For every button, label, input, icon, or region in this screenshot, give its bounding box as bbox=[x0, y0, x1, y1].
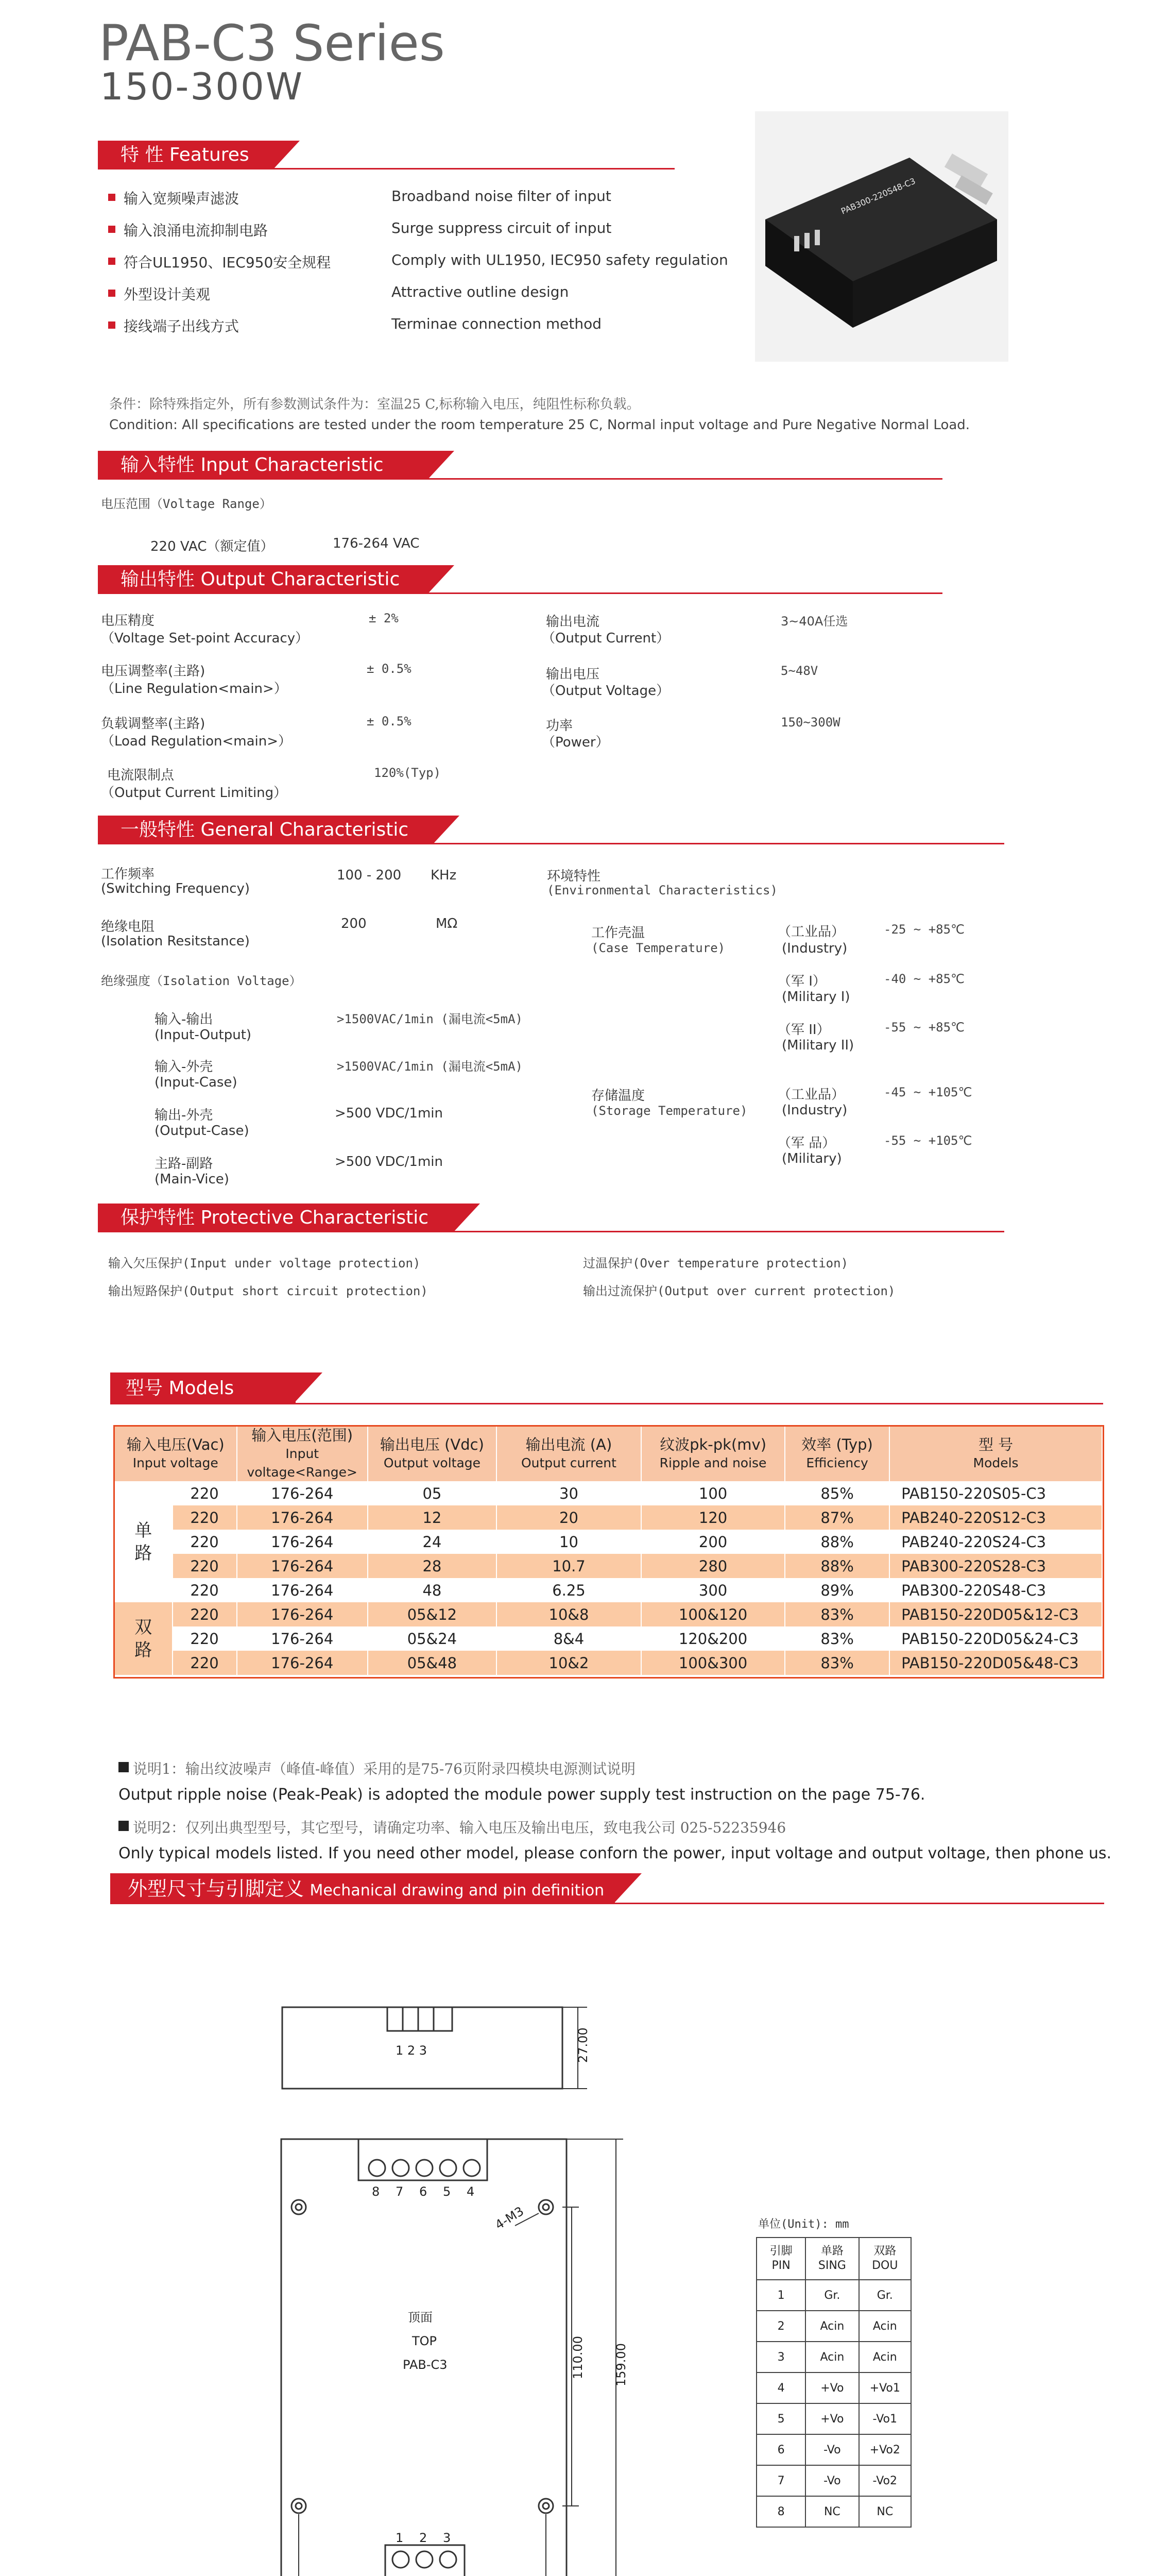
output-current-cell: 20 bbox=[496, 1505, 641, 1530]
dim-27: 27.00 bbox=[576, 2027, 590, 2063]
output-voltage-cell: 05&24 bbox=[368, 1626, 496, 1651]
spec-en: （Power） bbox=[542, 735, 609, 750]
output-current-cell: 10.7 bbox=[496, 1554, 641, 1578]
single-def: +Vo bbox=[805, 2372, 859, 2403]
center-cn: 顶面 bbox=[408, 2310, 433, 2325]
efficiency-cell: 88% bbox=[785, 1530, 889, 1554]
res-unit: MΩ bbox=[436, 916, 458, 931]
single-def: Gr. bbox=[805, 2280, 859, 2311]
single-def: +Vo bbox=[805, 2403, 859, 2434]
grade-en: (Industry) bbox=[782, 1103, 848, 1118]
top-pin-7: 7 bbox=[396, 2184, 404, 2199]
pin-header-row bbox=[757, 2238, 911, 2280]
spec-en: （Line Regulation<main>） bbox=[101, 681, 287, 697]
spec-cn: 功率 bbox=[546, 718, 573, 734]
input-voltage-cell: 220 bbox=[173, 1626, 237, 1651]
mechanical-heading-cn: 外型尺寸与引脚定义 bbox=[128, 1877, 304, 1900]
pin-number: 3 bbox=[757, 2342, 805, 2372]
ripple-cell: 100&300 bbox=[641, 1651, 785, 1675]
pin-number: 5 bbox=[757, 2403, 805, 2434]
res-value: 200 bbox=[341, 916, 367, 931]
grade-en: (Military) bbox=[782, 1151, 842, 1166]
spec-en: （Load Regulation<main>） bbox=[101, 734, 292, 749]
single-col: 单路 SING bbox=[805, 2238, 859, 2280]
freq-en: (Switching Frequency) bbox=[101, 881, 250, 896]
center-model: PAB-C3 bbox=[403, 2358, 448, 2372]
case-temp-en: (Case Temperature) bbox=[591, 941, 726, 955]
spec-en: （Output Current Limiting） bbox=[101, 785, 287, 801]
input-voltage-cell: 220 bbox=[173, 1530, 237, 1554]
dual-def: NC bbox=[859, 2496, 911, 2527]
side-pin-labels: 1 2 3 bbox=[396, 2043, 427, 2058]
input-voltage-cell: 220 bbox=[173, 1651, 237, 1675]
efficiency-cell: 83% bbox=[785, 1626, 889, 1651]
dual-col: 双路 DOU bbox=[859, 2238, 911, 2280]
feature-en: Terminae connection method bbox=[391, 315, 602, 332]
unit-label: 单位(Unit): mm bbox=[758, 2218, 849, 2231]
spec-value: ± 0.5% bbox=[367, 662, 411, 676]
spec-en: （Output Voltage） bbox=[542, 683, 670, 699]
grade-value: -55 ~ +85℃ bbox=[884, 1020, 965, 1035]
iso-cn: 输入-外壳 bbox=[155, 1059, 213, 1075]
spec-cn: 负载调整率(主路) bbox=[101, 716, 205, 732]
iso-value: >500 VDC/1min bbox=[335, 1106, 443, 1121]
input-voltage-cell: 220 bbox=[173, 1554, 237, 1578]
dual-def: Acin bbox=[859, 2311, 911, 2342]
input-voltage-cell: 220 bbox=[173, 1602, 237, 1626]
single-def: -Vo bbox=[805, 2434, 859, 2465]
feature-cn: 接线端子出线方式 bbox=[124, 318, 239, 335]
feature-en: Surge suppress circuit of input bbox=[391, 219, 612, 236]
condition-en: Condition: All specifications are tested under the room temperature 25 C, Normal input voltage and Pure Negative Normal Load. bbox=[109, 417, 970, 433]
feature-en: Attractive outline design bbox=[391, 283, 569, 300]
dual-def: -Vo2 bbox=[859, 2465, 911, 2496]
output-current-cell: 8&4 bbox=[496, 1626, 641, 1651]
center-en: TOP bbox=[412, 2334, 437, 2348]
col-input-voltage: 输入电压(Vac) Input voltage bbox=[115, 1427, 237, 1481]
input-range-cell: 176-264 bbox=[237, 1578, 368, 1602]
page-subtitle: 150-300W bbox=[100, 65, 304, 108]
output-current-cell: 10&2 bbox=[496, 1651, 641, 1675]
grade-en: (Industry) bbox=[782, 941, 848, 956]
single-def: Acin bbox=[805, 2342, 859, 2372]
grade-cn: （工业品） bbox=[778, 1087, 845, 1103]
general-heading: 一般特性 General Characteristic bbox=[98, 816, 1004, 844]
efficiency-cell: 83% bbox=[785, 1651, 889, 1675]
iso-cn: 输出-外壳 bbox=[155, 1108, 213, 1123]
res-cn: 绝缘电阻 bbox=[101, 919, 155, 935]
isolation-strength-label: 绝缘强度（Isolation Voltage） bbox=[101, 974, 302, 988]
output-voltage-cell: 05 bbox=[368, 1481, 496, 1505]
ripple-cell: 120 bbox=[641, 1505, 785, 1530]
protection-item: 输出过流保护(Output over current protection) bbox=[583, 1284, 896, 1298]
input-range-cell: 176-264 bbox=[237, 1481, 368, 1505]
pin-row bbox=[757, 2311, 911, 2342]
pin-table bbox=[756, 2237, 912, 2528]
model-cell: PAB300-220S28-C3 bbox=[889, 1554, 1102, 1578]
note-1-en: Output ripple noise (Peak-Peak) is adopted the module power supply test instruction on the page 75-76. bbox=[118, 1786, 925, 1804]
dual-def: Gr. bbox=[859, 2280, 911, 2311]
pin-col: 引脚 PIN bbox=[757, 2238, 805, 2280]
pin-number: 4 bbox=[757, 2372, 805, 2403]
single-def: NC bbox=[805, 2496, 859, 2527]
pin-row bbox=[757, 2403, 911, 2434]
pin-row bbox=[757, 2434, 911, 2465]
model-cell: PAB300-220S48-C3 bbox=[889, 1578, 1102, 1602]
grade-value: -45 ~ +105℃ bbox=[884, 1085, 972, 1099]
pin-number: 6 bbox=[757, 2434, 805, 2465]
grade-cn: （军 品） bbox=[778, 1136, 836, 1151]
dual-def: -Vo1 bbox=[859, 2403, 911, 2434]
dual-def: Acin bbox=[859, 2342, 911, 2372]
spec-cn: 输出电流 bbox=[546, 614, 600, 630]
note-2-en: Only typical models listed. If you need other model, please conforn the power, input voltage and output voltage, then phone us. bbox=[118, 1844, 1112, 1862]
spec-value: 120%(Typ) bbox=[374, 766, 441, 780]
ripple-cell: 300 bbox=[641, 1578, 785, 1602]
input-range-cell: 176-264 bbox=[237, 1602, 368, 1626]
pin-number: 1 bbox=[757, 2280, 805, 2311]
bottom-pin-1: 1 bbox=[396, 2531, 404, 2545]
group-single: 单 路 bbox=[115, 1481, 173, 1602]
spec-en: （Voltage Set-point Accuracy） bbox=[101, 631, 309, 646]
efficiency-cell: 83% bbox=[785, 1602, 889, 1626]
ripple-cell: 100&120 bbox=[641, 1602, 785, 1626]
protective-heading: 保护特性 Protective Characteristic bbox=[98, 1204, 1004, 1232]
mechanical-heading-en: Mechanical drawing and pin definition bbox=[310, 1882, 605, 1900]
ripple-cell: 120&200 bbox=[641, 1626, 785, 1651]
protection-item: 过温保护(Over temperature protection) bbox=[583, 1256, 849, 1270]
model-cell: PAB150-220S05-C3 bbox=[889, 1481, 1102, 1505]
model-cell: PAB150-220D05&12-C3 bbox=[889, 1602, 1102, 1626]
iso-value: >1500VAC/1min (漏电流<5mA) bbox=[337, 1012, 523, 1026]
spec-value: 5~48V bbox=[781, 664, 818, 678]
top-pin-5: 5 bbox=[443, 2184, 451, 2199]
ripple-cell: 200 bbox=[641, 1530, 785, 1554]
input-voltage-cell: 220 bbox=[173, 1578, 237, 1602]
output-voltage-cell: 24 bbox=[368, 1530, 496, 1554]
protection-item: 输入欠压保护(Input under voltage protection) bbox=[108, 1256, 421, 1270]
single-def: -Vo bbox=[805, 2465, 859, 2496]
input-heading: 输入特性 Input Characteristic bbox=[98, 451, 942, 480]
input-range-cell: 176-264 bbox=[237, 1626, 368, 1651]
grade-cn: （工业品） bbox=[778, 924, 845, 940]
input-voltage-cell: 220 bbox=[173, 1505, 237, 1530]
voltage-range-label: 电压范围（Voltage Range） bbox=[101, 497, 272, 511]
note-1-cn: 说明1：输出纹波噪声（峰值-峰值）采用的是75-76页附录四模块电源测试说明 bbox=[133, 1760, 636, 1777]
feature-en: Comply with UL1950, IEC950 safety regulation bbox=[391, 251, 728, 268]
input-range-cell: 176-264 bbox=[237, 1505, 368, 1530]
efficiency-cell: 89% bbox=[785, 1578, 889, 1602]
iso-en: (Input-Case) bbox=[155, 1075, 237, 1090]
model-cell: PAB240-220S24-C3 bbox=[889, 1530, 1102, 1554]
feature-en: Broadband noise filter of input bbox=[391, 188, 611, 205]
freq-unit: KHz bbox=[431, 868, 457, 883]
ripple-cell: 280 bbox=[641, 1554, 785, 1578]
output-current-cell: 10 bbox=[496, 1530, 641, 1554]
efficiency-cell: 88% bbox=[785, 1554, 889, 1578]
dim-110: 110.00 bbox=[571, 2336, 585, 2379]
input-range-cell: 176-264 bbox=[237, 1554, 368, 1578]
dim-159: 159.00 bbox=[614, 2343, 628, 2386]
single-def: Acin bbox=[805, 2311, 859, 2342]
col-models: 型 号 Models bbox=[889, 1427, 1102, 1481]
spec-cn: 电压精度 bbox=[101, 613, 155, 629]
iso-cn: 输入-输出 bbox=[155, 1012, 213, 1027]
env-en: (Environmental Characteristics) bbox=[547, 883, 778, 897]
grade-value: -40 ~ +85℃ bbox=[884, 972, 965, 986]
case-temp-cn: 工作壳温 bbox=[591, 925, 645, 941]
model-cell: PAB150-220D05&48-C3 bbox=[889, 1651, 1102, 1675]
efficiency-cell: 85% bbox=[785, 1481, 889, 1505]
top-pin-8: 8 bbox=[372, 2184, 380, 2199]
grade-cn: （军 I） bbox=[778, 974, 826, 989]
bottom-pin-2: 2 bbox=[419, 2531, 427, 2545]
grade-cn: （军 II） bbox=[778, 1022, 830, 1038]
storage-temp-en: (Storage Temperature) bbox=[591, 1104, 748, 1118]
output-current-cell: 10&8 bbox=[496, 1602, 641, 1626]
input-range-cell: 176-264 bbox=[237, 1651, 368, 1675]
feature-cn: 输入宽频噪声滤波 bbox=[124, 190, 239, 207]
spec-cn: 输出电压 bbox=[546, 667, 600, 682]
dual-def: +Vo2 bbox=[859, 2434, 911, 2465]
output-current-cell: 30 bbox=[496, 1481, 641, 1505]
protection-item: 输出短路保护(Output short circuit protection) bbox=[108, 1284, 428, 1298]
ripple-cell: 100 bbox=[641, 1481, 785, 1505]
feature-cn: 外型设计美观 bbox=[124, 286, 211, 303]
freq-value: 100 - 200 bbox=[337, 868, 402, 883]
iso-value: >1500VAC/1min (漏电流<5mA) bbox=[337, 1059, 523, 1074]
dual-def: +Vo1 bbox=[859, 2372, 911, 2403]
page-title: PAB-C3 Series bbox=[99, 14, 445, 72]
models-heading: 型号 Models bbox=[110, 1372, 1103, 1404]
spec-value: 3~40A任选 bbox=[781, 614, 848, 629]
spec-value: ± 2% bbox=[369, 611, 399, 625]
pin-number: 7 bbox=[757, 2465, 805, 2496]
pin-row bbox=[757, 2342, 911, 2372]
iso-en: (Main-Vice) bbox=[155, 1172, 229, 1187]
pin-number: 2 bbox=[757, 2311, 805, 2342]
pin-number: 8 bbox=[757, 2496, 805, 2527]
feature-cn: 符合UL1950、IEC950安全规程 bbox=[124, 254, 331, 271]
bottom-pin-3: 3 bbox=[443, 2531, 451, 2545]
group-dual: 双 路 bbox=[115, 1602, 173, 1675]
iso-en: (Input-Output) bbox=[155, 1027, 252, 1043]
pin-row bbox=[757, 2465, 911, 2496]
storage-temp-cn: 存储温度 bbox=[591, 1088, 645, 1104]
photo-label: PAB300-220S48-C3 bbox=[839, 176, 917, 216]
spec-cn: 电流限制点 bbox=[107, 768, 175, 783]
hole-label: 4-M3 bbox=[492, 2204, 526, 2233]
grade-value: -25 ~ +85℃ bbox=[884, 922, 965, 937]
env-cn: 环境特性 bbox=[547, 869, 601, 884]
output-voltage-cell: 05&48 bbox=[368, 1651, 496, 1675]
features-heading: 特 性 Features bbox=[98, 141, 675, 170]
col-output-current: 输出电流 (A) Output current bbox=[496, 1427, 641, 1481]
freq-cn: 工作频率 bbox=[101, 867, 155, 882]
model-cell: PAB240-220S12-C3 bbox=[889, 1505, 1102, 1530]
col-ripple: 纹波pk-pk(mv) Ripple and noise bbox=[641, 1427, 785, 1481]
note-2-cn: 说明2：仅列出典型型号，其它型号，请确定功率、输入电压及输出电压，致电我公司 025-52235946 bbox=[133, 1819, 786, 1836]
output-voltage-cell: 28 bbox=[368, 1554, 496, 1578]
input-voltage-cell: 220 bbox=[173, 1481, 237, 1505]
grade-en: (Military II) bbox=[782, 1038, 854, 1053]
spec-value: 150~300W bbox=[781, 715, 840, 730]
spec-en: （Output Current） bbox=[542, 631, 670, 646]
model-cell: PAB150-220D05&24-C3 bbox=[889, 1626, 1102, 1651]
grade-value: -55 ~ +105℃ bbox=[884, 1133, 972, 1148]
iso-value: >500 VDC/1min bbox=[335, 1154, 443, 1170]
top-pin-4: 4 bbox=[467, 2184, 475, 2199]
output-heading: 输出特性 Output Characteristic bbox=[98, 565, 942, 594]
feature-cn: 输入浪涌电流抑制电路 bbox=[124, 222, 268, 239]
iso-cn: 主路-副路 bbox=[155, 1156, 213, 1172]
pin-row bbox=[757, 2496, 911, 2527]
grade-en: (Military I) bbox=[782, 989, 850, 1005]
res-en: (Isolation Resitstance) bbox=[101, 934, 250, 949]
output-voltage-cell: 48 bbox=[368, 1578, 496, 1602]
condition-cn: 条件：除特殊指定外，所有参数测试条件为：室温25 C,标称输入电压，纯阻性标称负载。 bbox=[109, 397, 640, 412]
spec-value: ± 0.5% bbox=[367, 714, 411, 728]
output-voltage-cell: 05&12 bbox=[368, 1602, 496, 1626]
col-efficiency: 效率 (Typ) Efficiency bbox=[785, 1427, 889, 1481]
spec-cn: 电压调整率(主路) bbox=[101, 664, 205, 679]
voltage-range: 176-264 VAC bbox=[333, 536, 420, 551]
iso-en: (Output-Case) bbox=[155, 1123, 249, 1139]
pin-row bbox=[757, 2280, 911, 2311]
output-current-cell: 6.25 bbox=[496, 1578, 641, 1602]
nominal-voltage: 220 VAC（额定值） bbox=[150, 539, 274, 554]
col-output-voltage: 输出电压 (Vdc) Output voltage bbox=[368, 1427, 496, 1481]
top-pin-6: 6 bbox=[419, 2184, 427, 2199]
input-range-cell: 176-264 bbox=[237, 1530, 368, 1554]
pin-row bbox=[757, 2372, 911, 2403]
efficiency-cell: 87% bbox=[785, 1505, 889, 1530]
col-input-range: 输入电压(范围) Input voltage<Range> bbox=[237, 1427, 368, 1481]
output-voltage-cell: 12 bbox=[368, 1505, 496, 1530]
